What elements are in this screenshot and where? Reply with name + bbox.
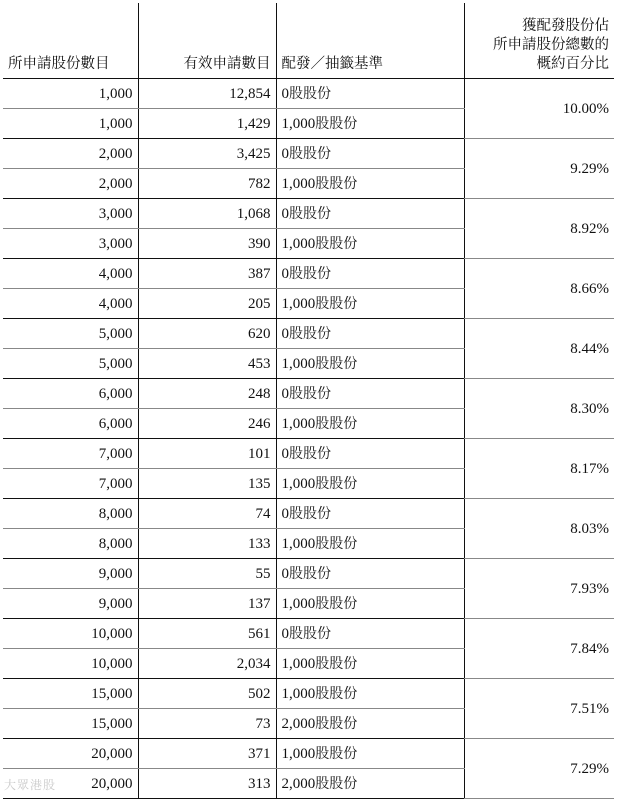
cell-shares-applied: 4,000	[3, 289, 138, 319]
header-approx-percentage: 獲配發股份佔 所申請股份總數的 概約百分比	[464, 3, 614, 79]
cell-shares-applied: 8,000	[3, 529, 138, 559]
cell-approx-percentage: 8.66%	[464, 259, 614, 319]
cell-valid-applications: 387	[138, 259, 276, 289]
cell-basis-of-allotment: 0股股份	[276, 499, 464, 529]
header-valid-applications: 有效申請數目	[138, 3, 276, 79]
cell-basis-of-allotment: 0股股份	[276, 439, 464, 469]
cell-approx-percentage: 8.03%	[464, 499, 614, 559]
cell-basis-of-allotment: 1,000股股份	[276, 289, 464, 319]
cell-shares-applied: 4,000	[3, 259, 138, 289]
cell-basis-of-allotment: 0股股份	[276, 199, 464, 229]
cell-basis-of-allotment: 0股股份	[276, 559, 464, 589]
cell-valid-applications: 561	[138, 619, 276, 649]
cell-valid-applications: 137	[138, 589, 276, 619]
cell-approx-percentage: 7.51%	[464, 679, 614, 739]
cell-approx-percentage: 10.00%	[464, 79, 614, 139]
cell-basis-of-allotment: 0股股份	[276, 619, 464, 649]
cell-shares-applied: 6,000	[3, 379, 138, 409]
table-row	[3, 139, 614, 169]
cell-shares-applied: 1,000	[3, 109, 138, 139]
table-row	[3, 79, 614, 109]
allotment-basis-table-container	[3, 3, 614, 799]
cell-shares-applied: 5,000	[3, 319, 138, 349]
cell-shares-applied: 6,000	[3, 409, 138, 439]
cell-shares-applied: 7,000	[3, 469, 138, 499]
cell-valid-applications: 133	[138, 529, 276, 559]
cell-basis-of-allotment: 2,000股股份	[276, 769, 464, 799]
cell-basis-of-allotment: 1,000股股份	[276, 349, 464, 379]
cell-shares-applied: 7,000	[3, 439, 138, 469]
cell-valid-applications: 453	[138, 349, 276, 379]
cell-shares-applied: 2,000	[3, 139, 138, 169]
cell-shares-applied: 1,000	[3, 79, 138, 109]
cell-valid-applications: 246	[138, 409, 276, 439]
cell-valid-applications: 55	[138, 559, 276, 589]
table-row	[3, 259, 614, 289]
cell-valid-applications: 101	[138, 439, 276, 469]
cell-shares-applied: 2,000	[3, 169, 138, 199]
cell-approx-percentage: 8.44%	[464, 319, 614, 379]
cell-valid-applications: 1,429	[138, 109, 276, 139]
table-row	[3, 499, 614, 529]
cell-approx-percentage: 7.93%	[464, 559, 614, 619]
cell-shares-applied: 8,000	[3, 499, 138, 529]
table-row	[3, 679, 614, 709]
cell-basis-of-allotment: 1,000股股份	[276, 679, 464, 709]
cell-basis-of-allotment: 1,000股股份	[276, 229, 464, 259]
cell-approx-percentage: 8.17%	[464, 439, 614, 499]
cell-approx-percentage: 8.92%	[464, 199, 614, 259]
cell-basis-of-allotment: 0股股份	[276, 79, 464, 109]
cell-shares-applied: 5,000	[3, 349, 138, 379]
table-body	[3, 79, 614, 799]
cell-valid-applications: 313	[138, 769, 276, 799]
table-row	[3, 559, 614, 589]
header-row	[3, 3, 614, 79]
table-row	[3, 619, 614, 649]
cell-valid-applications: 135	[138, 469, 276, 499]
table-row	[3, 379, 614, 409]
cell-valid-applications: 620	[138, 319, 276, 349]
cell-shares-applied: 3,000	[3, 199, 138, 229]
cell-basis-of-allotment: 1,000股股份	[276, 469, 464, 499]
table-row	[3, 439, 614, 469]
cell-valid-applications: 205	[138, 289, 276, 319]
table-row	[3, 199, 614, 229]
header-shares-applied: 所申請股份數目	[3, 3, 138, 79]
cell-shares-applied: 9,000	[3, 589, 138, 619]
table-row	[3, 319, 614, 349]
cell-approx-percentage: 9.29%	[464, 139, 614, 199]
cell-valid-applications: 371	[138, 739, 276, 769]
cell-shares-applied: 20,000	[3, 739, 138, 769]
cell-basis-of-allotment: 1,000股股份	[276, 589, 464, 619]
cell-basis-of-allotment: 0股股份	[276, 379, 464, 409]
cell-shares-applied: 20,000	[3, 769, 138, 799]
cell-basis-of-allotment: 0股股份	[276, 259, 464, 289]
cell-shares-applied: 9,000	[3, 559, 138, 589]
cell-approx-percentage: 8.30%	[464, 379, 614, 439]
cell-shares-applied: 15,000	[3, 679, 138, 709]
cell-shares-applied: 10,000	[3, 649, 138, 679]
cell-valid-applications: 74	[138, 499, 276, 529]
header-basis-of-allotment: 配發／抽籤基準	[276, 3, 464, 79]
watermark: 大眾港股	[4, 778, 57, 792]
cell-valid-applications: 502	[138, 679, 276, 709]
cell-basis-of-allotment: 1,000股股份	[276, 739, 464, 769]
cell-valid-applications: 73	[138, 709, 276, 739]
cell-valid-applications: 390	[138, 229, 276, 259]
cell-basis-of-allotment: 2,000股股份	[276, 709, 464, 739]
allotment-basis-table	[3, 3, 614, 799]
cell-basis-of-allotment: 1,000股股份	[276, 409, 464, 439]
cell-valid-applications: 248	[138, 379, 276, 409]
cell-valid-applications: 3,425	[138, 139, 276, 169]
cell-approx-percentage: 7.84%	[464, 619, 614, 679]
cell-basis-of-allotment: 1,000股股份	[276, 169, 464, 199]
cell-basis-of-allotment: 0股股份	[276, 139, 464, 169]
cell-shares-applied: 15,000	[3, 709, 138, 739]
cell-approx-percentage: 7.29%	[464, 739, 614, 799]
table-row	[3, 739, 614, 769]
cell-basis-of-allotment: 0股股份	[276, 319, 464, 349]
cell-basis-of-allotment: 1,000股股份	[276, 649, 464, 679]
cell-valid-applications: 12,854	[138, 79, 276, 109]
cell-shares-applied: 3,000	[3, 229, 138, 259]
cell-shares-applied: 10,000	[3, 619, 138, 649]
cell-basis-of-allotment: 1,000股股份	[276, 529, 464, 559]
cell-valid-applications: 782	[138, 169, 276, 199]
cell-basis-of-allotment: 1,000股股份	[276, 109, 464, 139]
cell-valid-applications: 2,034	[138, 649, 276, 679]
cell-valid-applications: 1,068	[138, 199, 276, 229]
